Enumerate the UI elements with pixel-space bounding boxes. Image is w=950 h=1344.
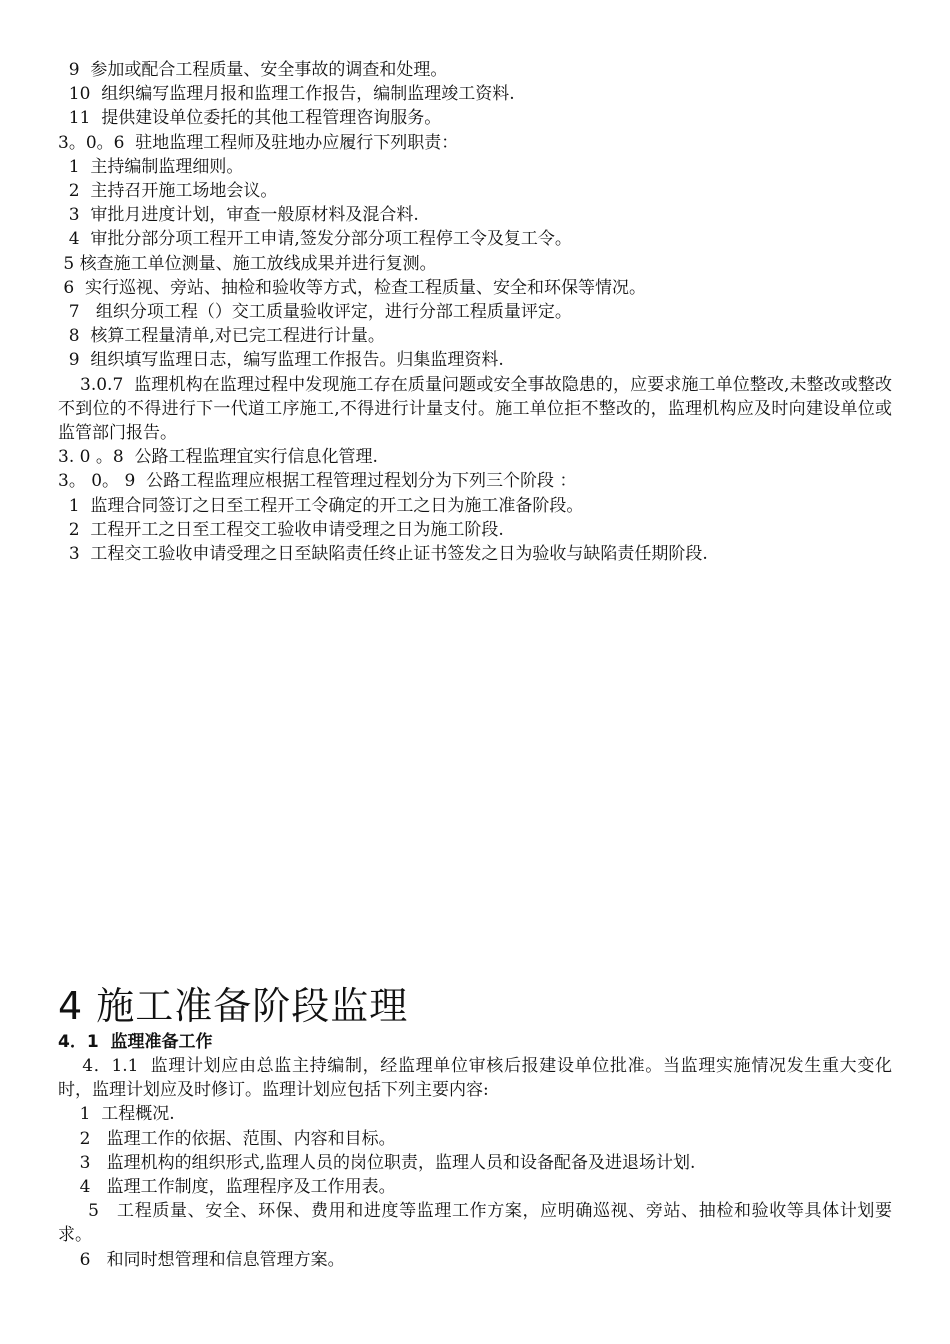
list-item: 2 主持召开施工场地会议。: [58, 181, 278, 202]
list-item: 2 工程开工之日至工程交工验收申请受理之日为施工阶段.: [58, 519, 504, 540]
top-section: [58, 58, 892, 566]
list-item: 4 审批分部分项工程开工申请,签发分部分项工程停工令及复工令。: [58, 229, 572, 250]
list-item: 7 组织分项工程（）交工质量验收评定，进行分部工程质量评定。: [58, 302, 572, 323]
list-item: 1 工程概况.: [58, 1104, 175, 1125]
list-item: 3 工程交工验收申请受理之日至缺陷责任终止证书签发之日为验收与缺陷责任期阶段.: [58, 544, 708, 565]
list-item: 9 参加或配合工程质量、安全事故的调查和处理。: [58, 60, 448, 80]
list-item: 6 实行巡视、旁站、抽检和验收等方式，检查工程质量、安全和环保等情况。: [58, 277, 647, 298]
subsection-heading: 4．1 监理准备工作: [58, 1032, 213, 1052]
clause-heading-3-0-9: 3。 0。 9 公路工程监理应根据工程管理过程划分为下列三个阶段 ：: [58, 471, 577, 492]
bottom-section: [58, 982, 892, 1272]
list-item: 6 和同时想管理和信息管理方案。: [58, 1249, 345, 1270]
clause-heading-3-0-6: 3。0。6 驻地监理工程师及驻地办应履行下列职责：: [58, 132, 459, 153]
list-item: 5 核查施工单位测量、施工放线成果并进行复测。: [58, 253, 437, 274]
list-item: 4 监理工作制度，监理程序及工作用表。: [58, 1177, 396, 1198]
list-item: 2 监理工作的依据、范围、内容和目标。: [58, 1128, 396, 1149]
list-item: 3 监理机构的组织形式,监理人员的岗位职责，监理人员和设备配备及进退场计划.: [58, 1152, 696, 1173]
list-item: 8 核算工程量清单,对已完工程进行计量。: [58, 326, 385, 347]
list-item: 11 提供建设单位委托的其他工程管理咨询服务。: [58, 108, 442, 129]
list-item: 3 审批月进度计划，审查一般原材料及混合料.: [58, 205, 419, 226]
section-heading: 4 施工准备阶段监理: [58, 984, 409, 1028]
list-item: 1 主持编制监理细则。: [58, 156, 244, 177]
clause-paragraph-3-0-7: 3.0.7 监理机构在监理过程中发现施工存在质量问题或安全事故隐患的，应要求施工单位整改,未整改或整改不到位的不得进行下一代道工序施工,不得进行计量支付。施工单位拒不整改的，监理机构应及时向建设单位或监管部门报告。: [58, 374, 892, 444]
list-item: 5 工程质量、安全、环保、费用和进度等监理工作方案，应明确巡视、旁站、抽检和验收等具体计划要求。: [58, 1201, 892, 1246]
list-item: 1 监理合同签订之日至工程开工令确定的开工之日为施工准备阶段。: [58, 495, 584, 516]
clause-paragraph-3-0-8: 3. 0 。8 公路工程监理宜实行信息化管理.: [58, 447, 378, 468]
list-item: 9 组织填写监理日志，编写监理工作报告。归集监理资料.: [58, 350, 504, 371]
list-item: 10 组织编写监理月报和监理工作报告，编制监理竣工资料.: [58, 84, 515, 105]
clause-paragraph-4-1-1: 4．1.1 监理计划应由总监主持编制，经监理单位审核后报建设单位批准。当监理实施情况发生重大变化时，监理计划应及时修订。监理计划应包括下列主要内容:: [58, 1056, 892, 1101]
